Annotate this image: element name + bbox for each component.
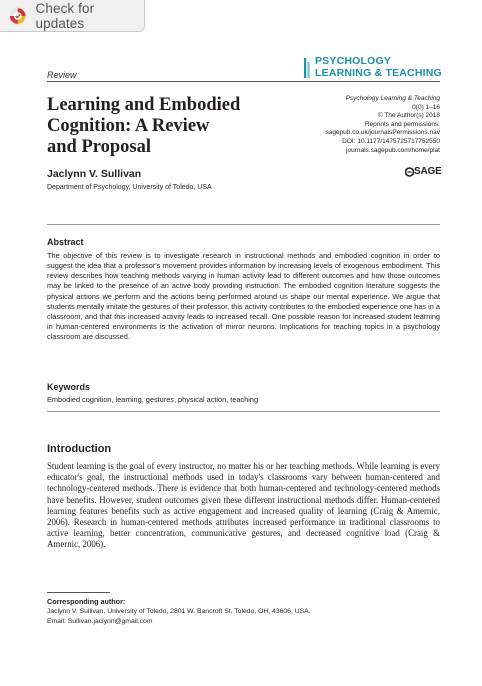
journal-logo-line1: PSYCHOLOGY	[315, 55, 392, 67]
title-line: and Proposal	[47, 137, 152, 157]
abstract-heading: Abstract	[47, 237, 84, 247]
footnote-divider	[47, 592, 110, 593]
title-line: Learning and Embodied	[47, 95, 241, 115]
reprints-label: Reprints and permissions:	[364, 120, 440, 128]
keywords-text: Embodied cognition, learning, gestures, physical action, teaching	[47, 395, 259, 404]
publication-info	[325, 95, 440, 155]
introduction-heading: Introduction	[47, 443, 112, 455]
journal-url-link[interactable]: journals.sagepub.com/home/plat	[346, 146, 440, 154]
author-name: Jaclynn V. Sullivan	[47, 168, 142, 180]
doi-link[interactable]: DOI: 10.1177/1475725717752550	[342, 137, 440, 145]
keywords-divider	[47, 411, 440, 412]
journal-mark-icon	[303, 58, 312, 78]
journal-logo	[303, 55, 443, 81]
permissions-link[interactable]: sagepub.co.uk/journalsPermissions.nav	[325, 129, 440, 137]
page-range: 0(0) 1–16	[412, 103, 440, 111]
update-badge-icon	[8, 6, 28, 26]
copyright: © The Author(s) 2018	[377, 112, 440, 120]
publisher-name: SAGE	[414, 166, 442, 177]
sage-mark-icon	[405, 166, 414, 178]
section-label: Review	[47, 70, 77, 80]
journal-logo-line2: LEARNING & TEACHING	[315, 67, 442, 79]
correspondence-address: Jaclynn V. Sullivan, University of Toledo, 2801 W. Bancroft St. Toledo, OH, 43606, USA.	[47, 608, 311, 615]
header-divider	[47, 81, 440, 82]
keywords-heading: Keywords	[47, 382, 91, 392]
abstract-divider	[47, 224, 440, 225]
abstract-text: The objective of this review is to investigate research in instructional methods and embodied cognition in order to suggest the idea that a professor's movement provides information by increasing levels of exogenous embodiment. This review describes how teaching methods varying in human activity lead to different outcomes and how those outcomes may be linked to the presence of an active body providing instruction. The embodied cognition literature suggests the physical actions we perform and the actions being performed around us shape our mental experience. We argue that students mentally imitate the gestures of their professor, this activity contributes to the embodied experience one has in a classroom, and that this increased activity leads to increased recall. One possible reason for increased student learning in human-centered environments is the activation of mirror neurons. Implications for teaching topics in a psychology classroom are discussed.	[47, 251, 440, 342]
journal-name: Psychology Learning & Teaching	[345, 95, 440, 102]
introduction-text: Student learning is the goal of every instructor, no matter his or her teaching methods. While learning is every educator's goal, the instructional methods used in today's classrooms vary between human-centered and technology-centered methods. There is evidence that both human-centered and technology-centered methods have benefits. However, student outcomes given these different instructional methods differ. Human-centered learning features benefits such as active engagement and increased quality of learning (Craig & Amernic, 2006). Research in human-centered methods attributes increased performance in traditional classrooms to active learning, better concentration, communicative gestures, and decreased cognitive load (Craig & Amernic, 2006).	[47, 461, 440, 550]
article-title	[47, 95, 297, 158]
publisher-logo	[405, 166, 445, 178]
author-affiliation: Department of Psychology, University of Toledo, USA	[47, 184, 212, 191]
correspondence-email[interactable]: Email: Sullivan.jaclynn@gmail.com	[47, 618, 153, 625]
check-for-updates-button[interactable]	[0, 0, 145, 32]
correspondence-heading: Corresponding author:	[47, 597, 126, 606]
check-for-updates-label: Check for updates	[35, 0, 95, 31]
title-line: Cognition: A Review	[47, 116, 210, 136]
